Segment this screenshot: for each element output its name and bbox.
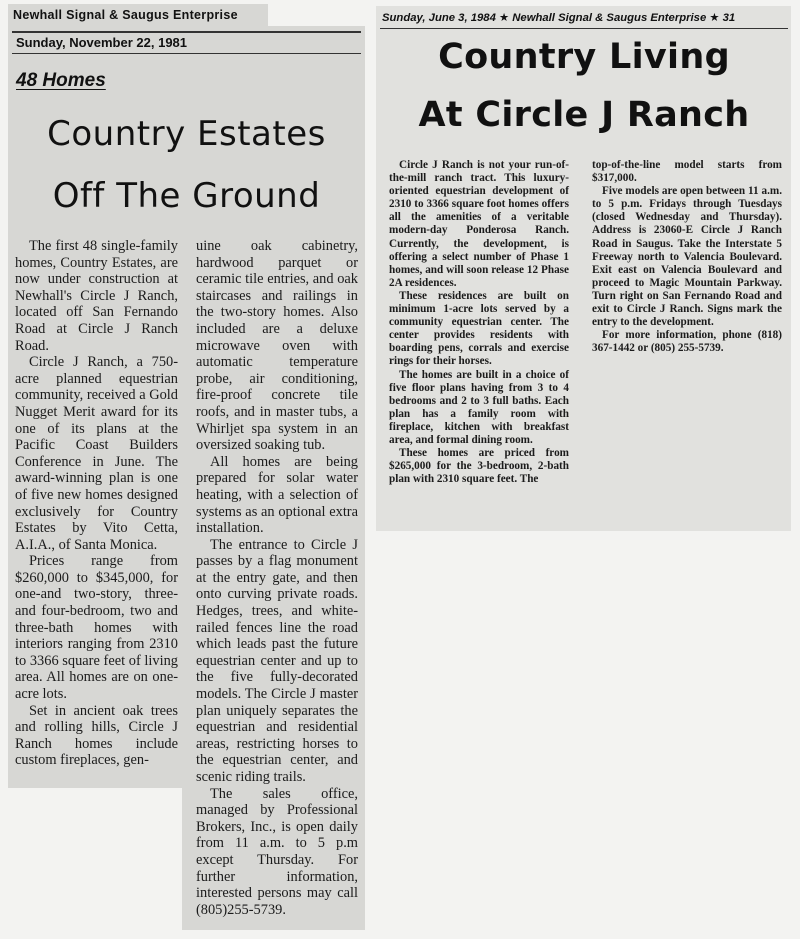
kicker: 48 Homes — [16, 70, 106, 91]
headline-1984-line-2: At Circle J Ranch — [418, 95, 750, 135]
paragraph: These homes are priced from $265,000 for the 3-bedroom, 2-bath plan with 2310 square feet. The — [389, 447, 569, 486]
paragraph: Circle J Ranch, a 750-acre planned equestrian community, received a Gold Nugget Merit award for its one of its plans at the Pacific Coast Builders Conference in June. The award-winning plan is one of five new homes designed exclusively for Country Estates by Vito Cetta, A.I.A., of Santa Monica. — [15, 354, 178, 553]
article-1984-column-2 — [592, 159, 782, 355]
headline-line-2: Off The Ground — [52, 176, 321, 216]
paragraph: Circle J Ranch is not your run-of-the-mill ranch tract. This luxury-oriented equestrian development of 2310 to 3366 square foot homes offers all the amenities of a veritable modern-day Ponderosa Ranch. Currently, the development, is offering a select number of Phase 1 homes, and will soon release 12 Phase 2A residences. — [389, 159, 569, 289]
headline-line-1: Country Estates — [47, 114, 326, 154]
paragraph: The homes are built in a choice of five floor plans having from 3 to 4 bedrooms and 2 to 3 full baths. Each plan has a family room with fireplace, kitchen with breakfast area, and formal dining room. — [389, 368, 569, 446]
paragraph: Set in ancient oak trees and rolling hills, Circle J Ranch homes include custom fireplaces, gen- — [15, 702, 178, 769]
paragraph: These residences are built on minimum 1-acre lots served by a community equestrian center. The center provides residents with boarding pens, corrals and exercise rings for their horses. — [389, 289, 569, 368]
paragraph: The entrance to Circle J passes by a flag monument at the entry gate, and then onto curving private roads. Hedges, trees, and white-railed fences line the road which leads past the future equestrian center and up to the five fully-decorated models. The Circle J master plan uniquely separates the equestrian and residential areas, restricting horses to the equestrian center, and scenic riding trails. — [196, 536, 358, 785]
paragraph: top-of-the-line model starts from $317,000. — [592, 159, 782, 185]
dateline-1984: Sunday, June 3, 1984 ★ Newhall Signal & Saugus Enterprise ★ 31 — [382, 12, 736, 24]
article-1984-column-1 — [389, 159, 569, 486]
paragraph: For more information, phone (818) 367-1442 or (805) 255-5739. — [592, 329, 782, 355]
dateline-rule-top — [12, 31, 361, 33]
article-column-2 — [196, 238, 358, 918]
masthead-text: Newhall Signal & Saugus Enterprise — [13, 8, 238, 22]
paragraph: Prices range from $260,000 to $345,000, for one-and two-story, three- and four-bedroom, two and three-bath homes with interiors ranging from 2310 to 3366 square feet of living area. All homes are on one-acre lots. — [15, 553, 178, 703]
paragraph: uine oak cabinetry, hardwood parquet or ceramic tile entries, and oak staircases and railings in the two-story homes. Also included are a deluxe microwave oven with automatic temperature probe, air conditioning, fire-proof concrete tile roofs, and in master tubs, a Whirljet spa system in an oversized soaking tub. — [196, 238, 358, 454]
paragraph: The first 48 single-family homes, Country Estates, are now under construction at Newhall's Circle J Ranch, located off San Fernando Road at Circle J Ranch Road. — [15, 238, 178, 354]
paragraph: Five models are open between 11 a.m. to 5 p.m. Fridays through Tuesdays (closed Wednesday and Thursday). Address is 23060-E Circle J Ranch Road in Saugus. Take the Interstate 5 Freeway north to Valencia Boulevard. Exit east on Valencia Boulevard and proceed to Magic Mountain Parkway. Turn right on San Fernando Road and exit to Circle J Ranch. Signs mark the entry to the development. — [592, 185, 782, 329]
article-column-1 — [15, 238, 178, 769]
dateline-1984-rule — [380, 28, 788, 29]
paragraph: The sales office, managed by Professional Brokers, Inc., is open daily from 11 a.m. to 5 p.m except Thursday. For further information, interested persons may call (805)255-5739. — [196, 785, 358, 918]
dateline-text: Sunday, November 22, 1981 — [16, 35, 188, 50]
paragraph: All homes are being prepared for solar water heating, with a selection of systems as an optional extra installation. — [196, 453, 358, 537]
headline-1984-line-1: Country Living — [438, 37, 730, 77]
dateline-rule-bottom — [12, 53, 361, 54]
